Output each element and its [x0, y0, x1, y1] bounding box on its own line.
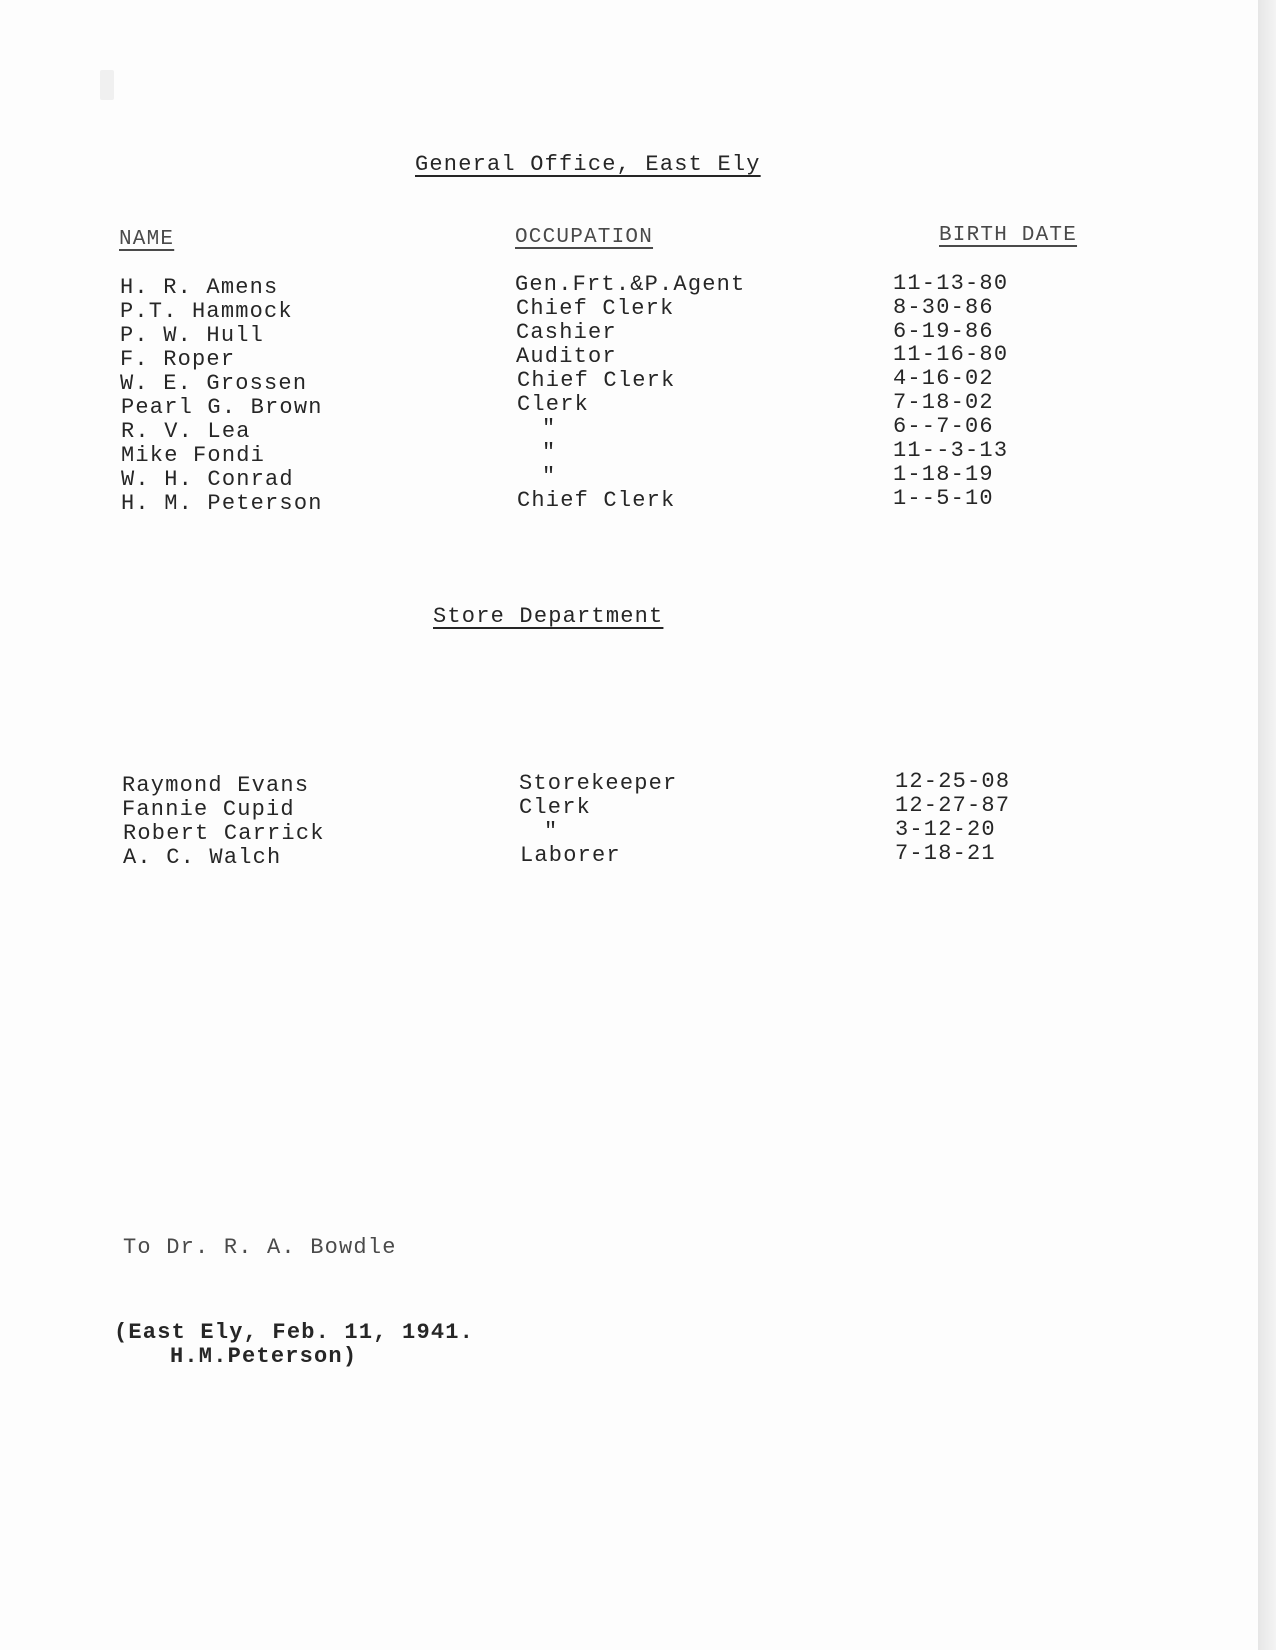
employee-name: P.T. Hammock: [120, 299, 293, 324]
employee-name: H. R. Amens: [120, 275, 279, 300]
column-header-birth-date: BIRTH DATE: [939, 224, 1078, 247]
employee-occupation: Auditor: [516, 344, 617, 369]
employee-occupation: Gen.Frt.&P.Agent: [515, 272, 746, 297]
employee-name: W. E. Grossen: [120, 371, 308, 396]
column-header-occupation: OCCUPATION: [515, 226, 654, 249]
employee-birth-date: 1-18-19: [893, 462, 994, 487]
paper-mark: [100, 70, 114, 100]
employee-name: R. V. Lea: [121, 419, 251, 444]
employee-occupation: Clerk: [519, 795, 592, 820]
employee-birth-date: 12-27-87: [895, 793, 1011, 818]
ditto-mark: ": [542, 440, 557, 465]
section-heading-store-department: Store Department: [433, 604, 664, 629]
employee-birth-date: 8-30-86: [893, 295, 994, 320]
employee-birth-date: 3-12-20: [895, 817, 996, 842]
employee-birth-date: 11-16-80: [893, 342, 1009, 367]
employee-birth-date: 6--7-06: [893, 414, 994, 439]
employee-birth-date: 6-19-86: [893, 319, 994, 344]
employee-birth-date: 7-18-02: [893, 390, 994, 415]
employee-name: P. W. Hull: [120, 323, 265, 348]
employee-name: Fannie Cupid: [122, 797, 295, 822]
employee-birth-date: 11-13-80: [893, 271, 1009, 296]
employee-name: Raymond Evans: [122, 773, 310, 798]
ditto-mark: ": [544, 819, 559, 844]
employee-birth-date: 11--3-13: [893, 438, 1009, 463]
employee-name: F. Roper: [120, 347, 236, 372]
employee-occupation: Chief Clerk: [517, 488, 676, 513]
employee-name: Mike Fondi: [121, 443, 266, 468]
employee-birth-date: 12-25-08: [895, 769, 1011, 794]
employee-name: W. H. Conrad: [121, 467, 294, 492]
employee-birth-date: 7-18-21: [895, 841, 996, 866]
employee-name: A. C. Walch: [123, 845, 282, 870]
employee-name: Robert Carrick: [123, 821, 325, 846]
employee-occupation: Storekeeper: [519, 771, 678, 796]
addressee-line: To Dr. R. A. Bowdle: [123, 1235, 397, 1260]
column-header-name: NAME: [119, 228, 175, 251]
page-edge: [1258, 0, 1276, 1650]
employee-occupation: Clerk: [517, 392, 590, 417]
employee-birth-date: 1--5-10: [893, 486, 994, 511]
section-heading-general-office: General Office, East Ely: [415, 152, 761, 177]
signature-line-name: H.M.Peterson): [170, 1344, 358, 1369]
signature-line-place-date: (East Ely, Feb. 11, 1941.: [114, 1320, 475, 1345]
employee-name: Pearl G. Brown: [121, 395, 323, 420]
employee-birth-date: 4-16-02: [893, 366, 994, 391]
ditto-mark: ": [542, 464, 557, 489]
employee-occupation: Chief Clerk: [517, 368, 676, 393]
employee-occupation: Cashier: [516, 320, 617, 345]
employee-occupation: Chief Clerk: [516, 296, 675, 321]
employee-name: H. M. Peterson: [121, 491, 323, 516]
ditto-mark: ": [542, 416, 557, 441]
employee-occupation: Laborer: [520, 843, 621, 868]
